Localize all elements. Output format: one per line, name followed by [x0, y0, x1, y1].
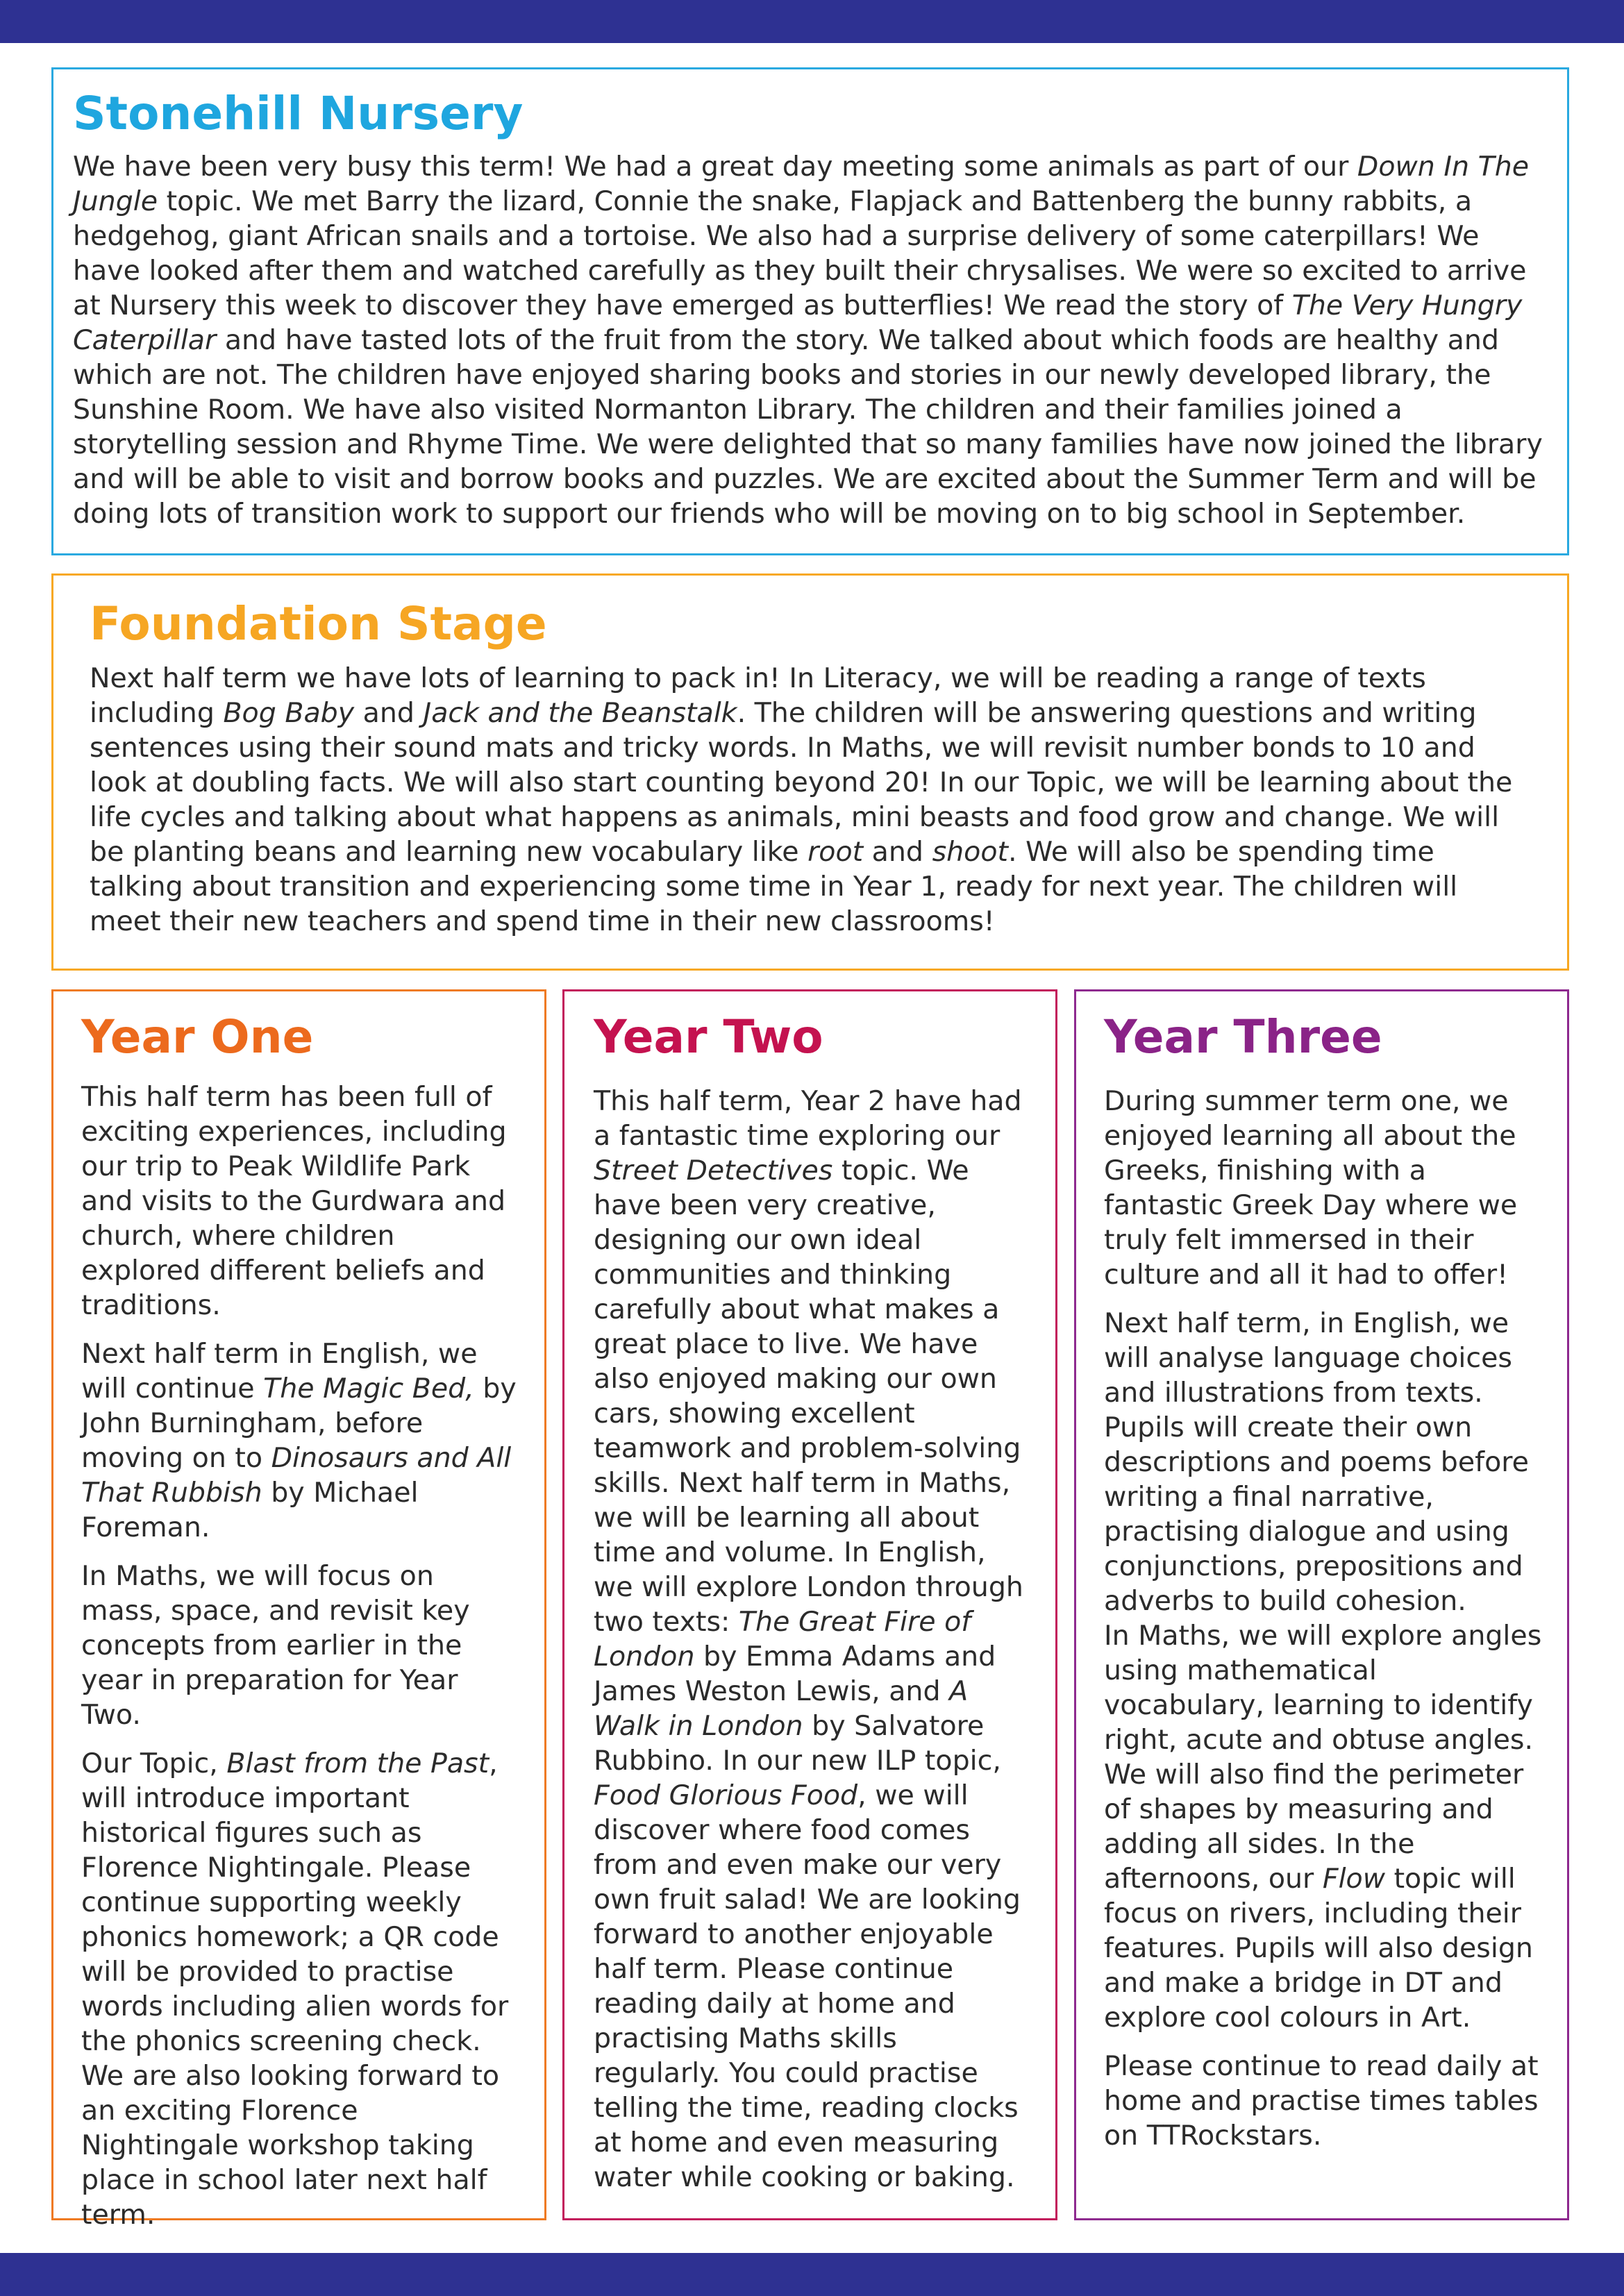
year-two-section	[562, 989, 1057, 2220]
year-three-section	[1074, 989, 1569, 2220]
year-three-body	[1104, 1084, 1543, 2153]
year-three-heading: Year Three	[1104, 1010, 1382, 1064]
year-three-paragraph: In Maths, we will explore angles using mathematical vocabulary, learning to identify right, acute and obtuse angles. We will also find the perimeter of shapes by measuring and adding all sides. In the afternoons, our Flow topic will focus on rivers, including their features. Pupils will also design and make a bridge in DT and explore cool colours in Art.	[1104, 1619, 1542, 2034]
year-two-body	[594, 1084, 1032, 2195]
foundation-heading: Foundation Stage	[90, 597, 547, 651]
year-one-paragraph: Our Topic, Blast from the Past, will introduce important historical figures such as Florence Nightingale. Please continue supporting weekly phonics homework; a QR code will be provided to practise words including alien words for the phonics screening check. We are also looking forward to an exciting Florence Nightingale workshop taking place in school later next half term.	[81, 1747, 509, 2231]
year-one-body	[81, 1080, 517, 2232]
year-one-heading: Year One	[81, 1010, 314, 1064]
year-one-paragraph: Next half term in English, we will continue The Magic Bed, by John Burningham, before moving on to Dinosaurs and All That Rubbish by Michael Foreman.	[81, 1337, 517, 1543]
nursery-paragraph: We have been very busy this term! We had a great day meeting some animals as part of our Down In The Jungle topic. We met Barry the lizard, Connie the snake, Flapjack and Battenberg the bunny rabbits, a hedgehog, giant African snails and a tortoise. We also had a surprise delivery of some caterpillars! We have looked after them and watched carefully as they built their chrysalises. We were so excited to arrive at Nursery this week to discover they have emerged as butterflies! We read the story of The Very Hungry Caterpillar and have tasted lots of the fruit from the story. We talked about which foods are healthy and which are not. The children have enjoyed sharing books and stories in our newly developed library, the Sunshine Room. We have also visited Normanton Library. The children and their families joined a storytelling session and Rhyme Time. We were delighted that so many families have now joined the library and will be able to visit and borrow books and puzzles. We are excited about the Summer Term and will be doing lots of transition work to support our friends who will be moving on to big school in September.	[73, 150, 1543, 530]
year-two-heading: Year Two	[594, 1010, 823, 1064]
year-three-paragraph: Please continue to read daily at home and practise times tables on TTRockstars.	[1104, 2050, 1539, 2152]
top-banner	[0, 0, 1624, 43]
year-one-section	[51, 989, 546, 2231]
nursery-section	[51, 67, 1569, 555]
year-one-paragraph: In Maths, we will focus on mass, space, and revisit key concepts from earlier in the year in preparation for Year Two.	[81, 1559, 470, 1731]
nursery-heading: Stonehill Nursery	[73, 87, 524, 140]
foundation-stage-section	[51, 573, 1569, 971]
bottom-banner	[0, 2253, 1624, 2296]
year-two-paragraph: This half term, Year 2 have had a fantastic time exploring our Street Detectives topic. We have been very creative, designing our own ideal communities and thinking carefully about what makes a great place to live. We have also enjoyed making our own cars, showing excellent teamwork and problem-solving skills. Next half term in Maths, we will be learning all about time and volume. In English, we will explore London through two texts: The Great Fire of London by Emma Adams and James Weston Lewis, and A Walk in London by Salvatore Rubbino. In our new ILP topic, Food Glorious Food, we will discover where food comes from and even make our very own fruit salad! We are looking forward to another enjoyable half term. Please continue reading daily at home and practising Maths skills regularly. You could practise telling the time, reading clocks at home and even measuring water while cooking or baking.	[594, 1084, 1023, 2193]
year-three-paragraph: During summer term one, we enjoyed learning all about the Greeks, finishing with a fantastic Greek Day where we truly felt immersed in their culture and all it had to offer!	[1104, 1084, 1518, 1291]
year-one-paragraph: This half term has been full of exciting experiences, including our trip to Peak Wildlife Park and visits to the Gurdwara and church, where children explored different beliefs and traditions.	[81, 1080, 507, 1321]
year-three-paragraph: Next half term, in English, we will analyse language choices and illustrations from texts. Pupils will create their own descriptions and poems before writing a final narrative, practising dialogue and using conjunctions, prepositions and adverbs to build cohesion.	[1104, 1307, 1529, 1617]
foundation-paragraph: Next half term we have lots of learning to pack in! In Literacy, we will be reading a range of texts including Bog Baby and Jack and the Beanstalk. The children will be answering questions and writing sentences using their sound mats and tricky words. In Maths, we will revisit number bonds to 10 and look at doubling facts. We will also start counting beyond 20! In our Topic, we will be learning about the life cycles and talking about what happens as animals, mini beasts and food grow and change. We will be planting beans and learning new vocabulary like root and shoot. We will also be spending time talking about transition and experiencing some time in Year 1, ready for next year. The children will meet their new teachers and spend time in their new classrooms!	[90, 662, 1513, 937]
